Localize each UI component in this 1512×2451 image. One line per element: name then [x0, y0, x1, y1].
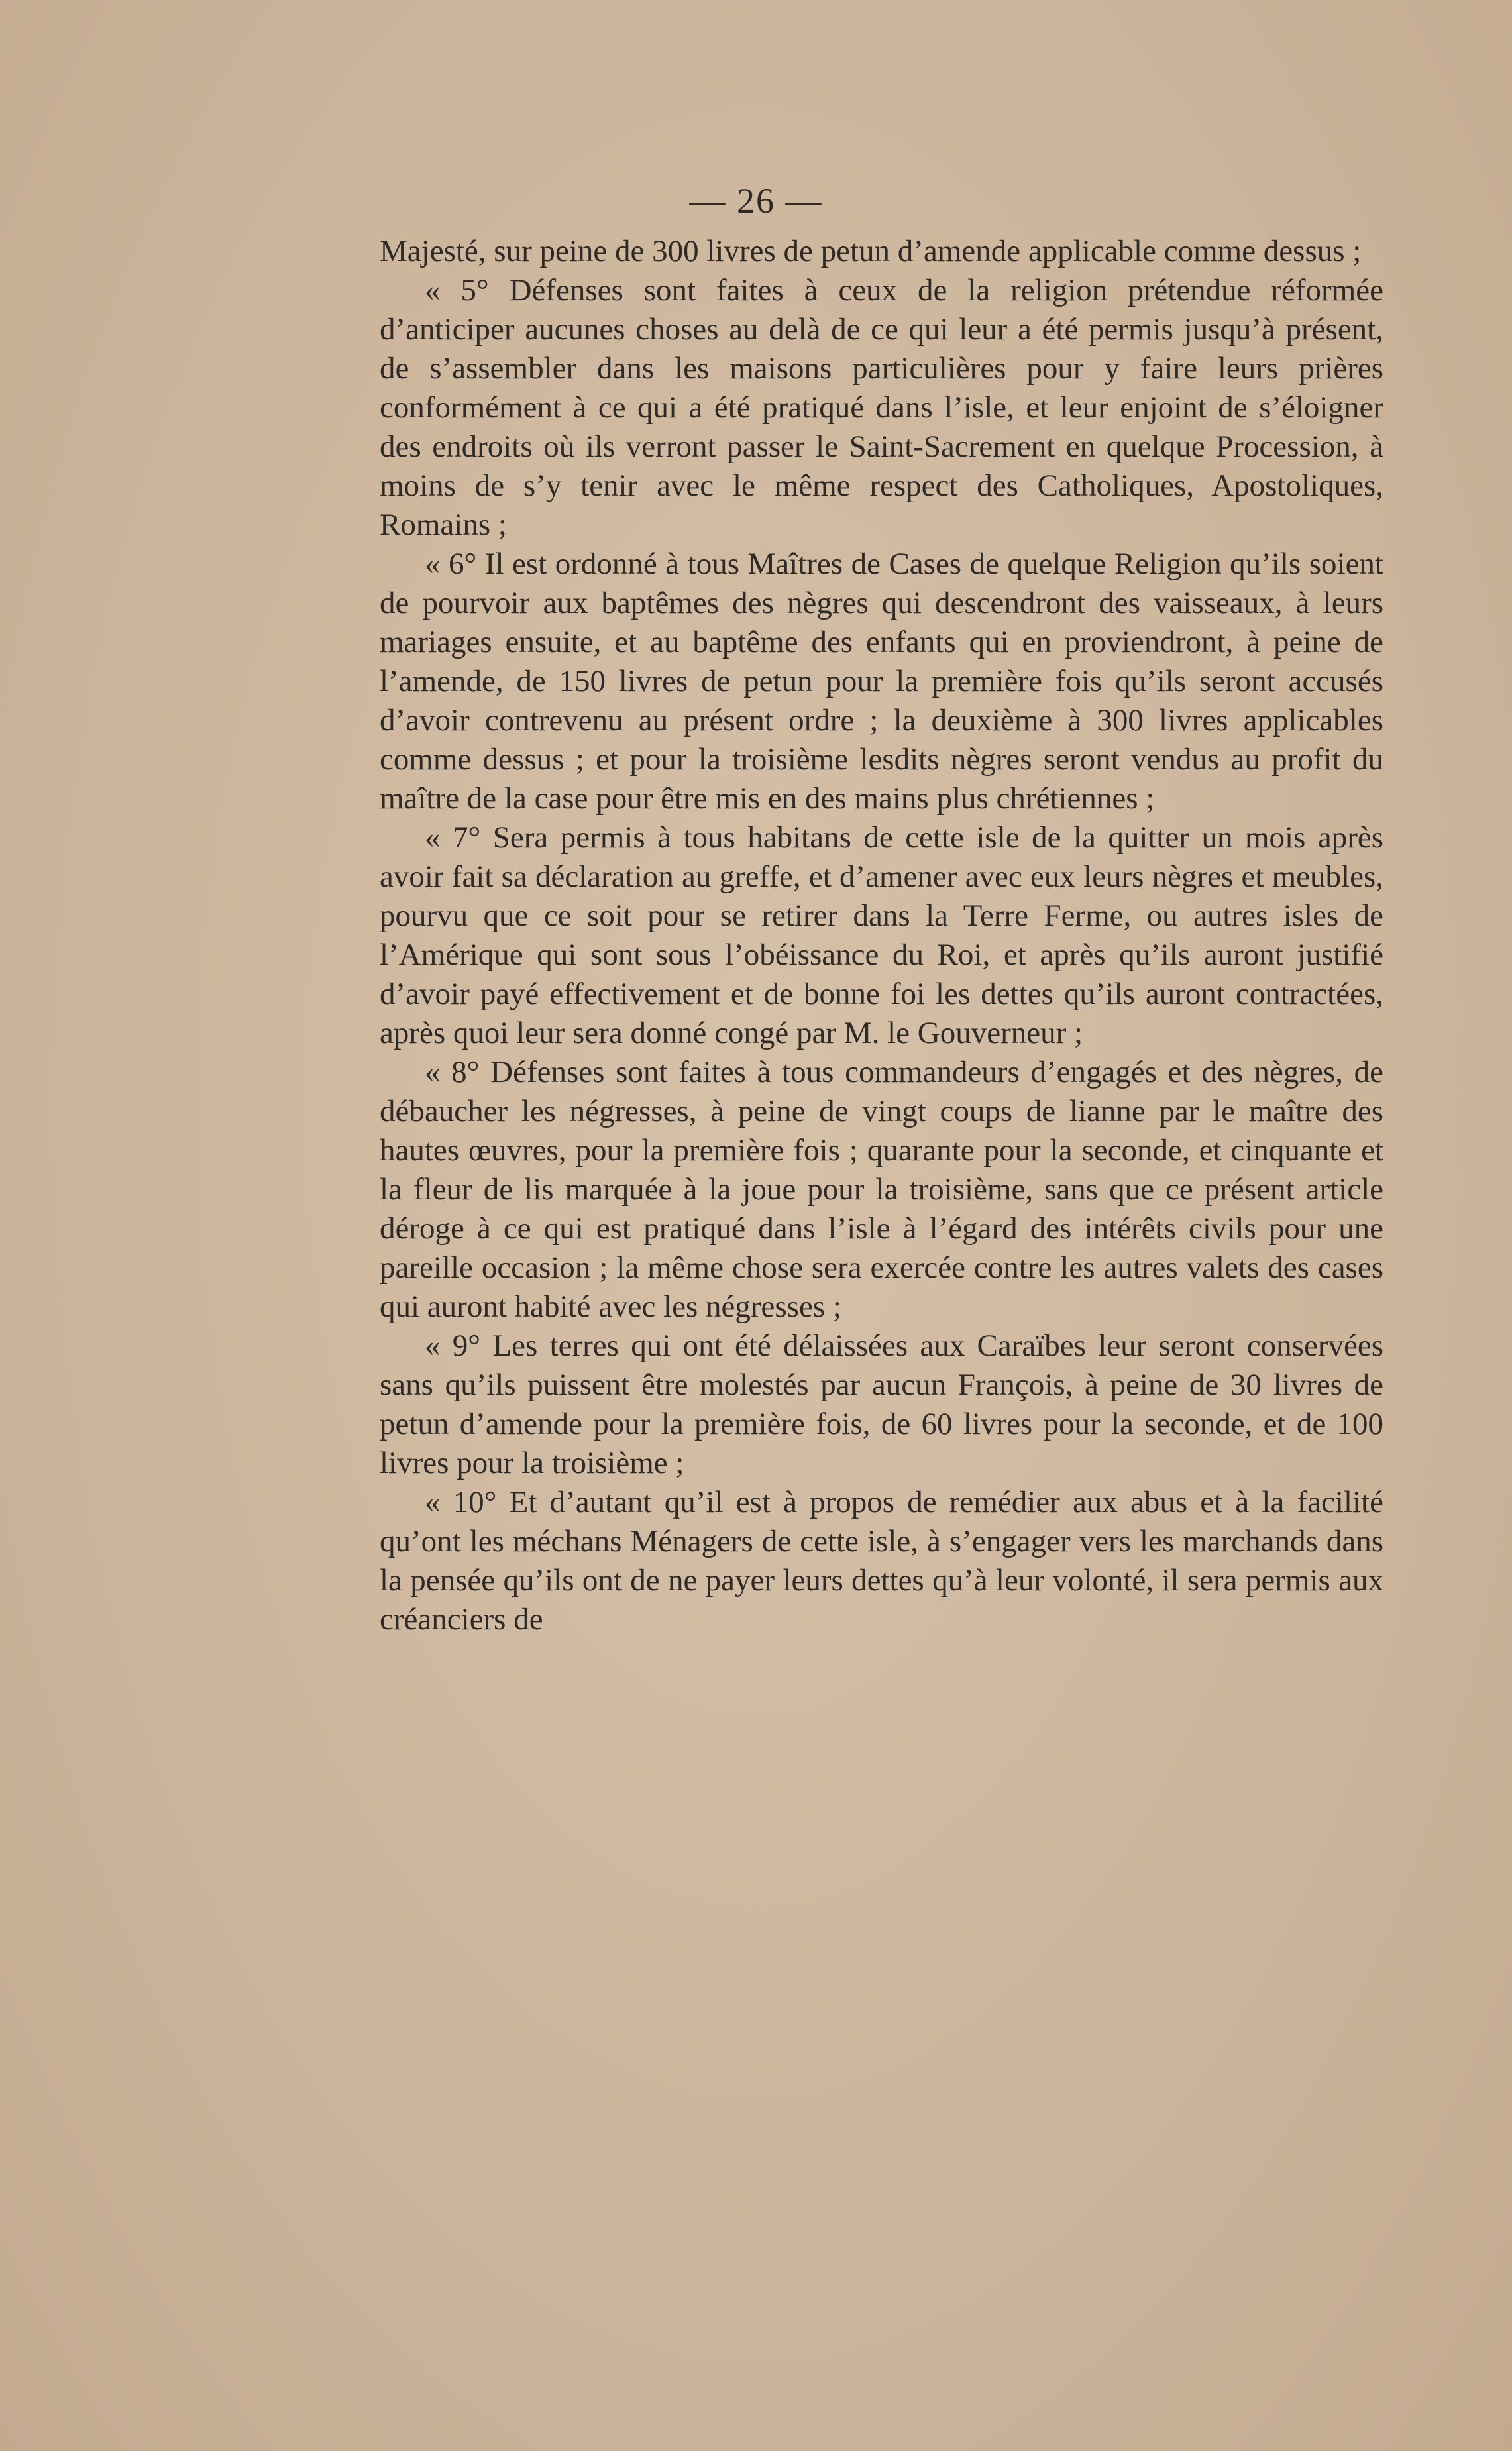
paragraph-article-8: « 8° Défenses sont faites à tous commandeurs d’engagés et des nègres, de débaucher les négresses, à peine de vingt coups de lianne par le maître des hautes œuvres, pour la première fois ; quarante pour la seconde, et cinquante et la fleur de lis marquée à la joue pour la troisième, sans que ce présent article déroge à ce qui est pratiqué dans l’isle à l’égard des intérêts civils pour une pareille occasion ; la même chose sera exercée contre les autres valets des cases qui auront habité avec les négresses ;: [380, 1055, 1383, 1324]
paragraph-continuation: Majesté, sur peine de 300 livres de petun d’amende applicable comme dessus ;: [380, 234, 1362, 268]
paragraph-article-5: « 5° Défenses sont faites à ceux de la religion prétendue réformée d’anticiper aucunes choses au delà de ce qui leur a été permis jusqu’à présent, de s’assembler dans les maisons particulières pour y faire leurs prières conformément à ce qui a été pratiqué dans l’isle, et leur enjoint de s’éloigner des endroits où ils verront passer le Saint-Sacrement en quelque Procession, à moins de s’y tenir avec le même respect des Catholiques, Apostoliques, Romains ;: [380, 273, 1383, 542]
paragraph-article-9: « 9° Les terres qui ont été délaissées aux Caraïbes leur seront conservées sans qu’ils puissent être molestés par aucun François, à peine de 30 livres de petun d’amende pour la première fois, de 60 livres pour la seconde, et de 100 livres pour la troisième ;: [380, 1329, 1383, 1480]
paragraph-article-7: « 7° Sera permis à tous habitans de cette isle de la quitter un mois après avoir fait sa déclaration au greffe, et d’amener avec eux leurs nègres et meubles, pourvu que ce soit pour se retirer dans la Terre Ferme, ou autres isles de l’Amérique qui sont sous l’obéissance du Roi, et après qu’ils auront justifié d’avoir payé effectivement et de bonne foi les dettes qu’ils auront contractées, après quoi leur sera donné congé par M. le Gouverneur ;: [380, 820, 1383, 1050]
paragraph-article-6: « 6° Il est ordonné à tous Maîtres de Cases de quelque Religion qu’ils soient de pourvoir aux baptêmes des nègres qui descendront des vaisseaux, à leurs mariages ensuite, et au baptême des enfants qui en proviendront, à peine de l’amende, de 150 livres de petun pour la première fois qu’ils seront accusés d’avoir contrevenu au présent ordre ; la deuxième à 300 livres applicables comme dessus ; et pour la troisième lesdits nègres seront vendus au profit du maître de la case pour être mis en des mains plus chrétiennes ;: [380, 547, 1383, 816]
page-number: — 26 —: [689, 181, 823, 221]
paragraph-article-10: « 10° Et d’autant qu’il est à propos de remédier aux abus et à la facilité qu’ont les méchans Ménagers de cette isle, à s’engager vers les marchands dans la pensée qu’ils ont de ne payer leurs dettes qu’à leur volonté, il sera permis aux créanciers de: [380, 1485, 1383, 1637]
body-text: [380, 232, 1383, 1639]
